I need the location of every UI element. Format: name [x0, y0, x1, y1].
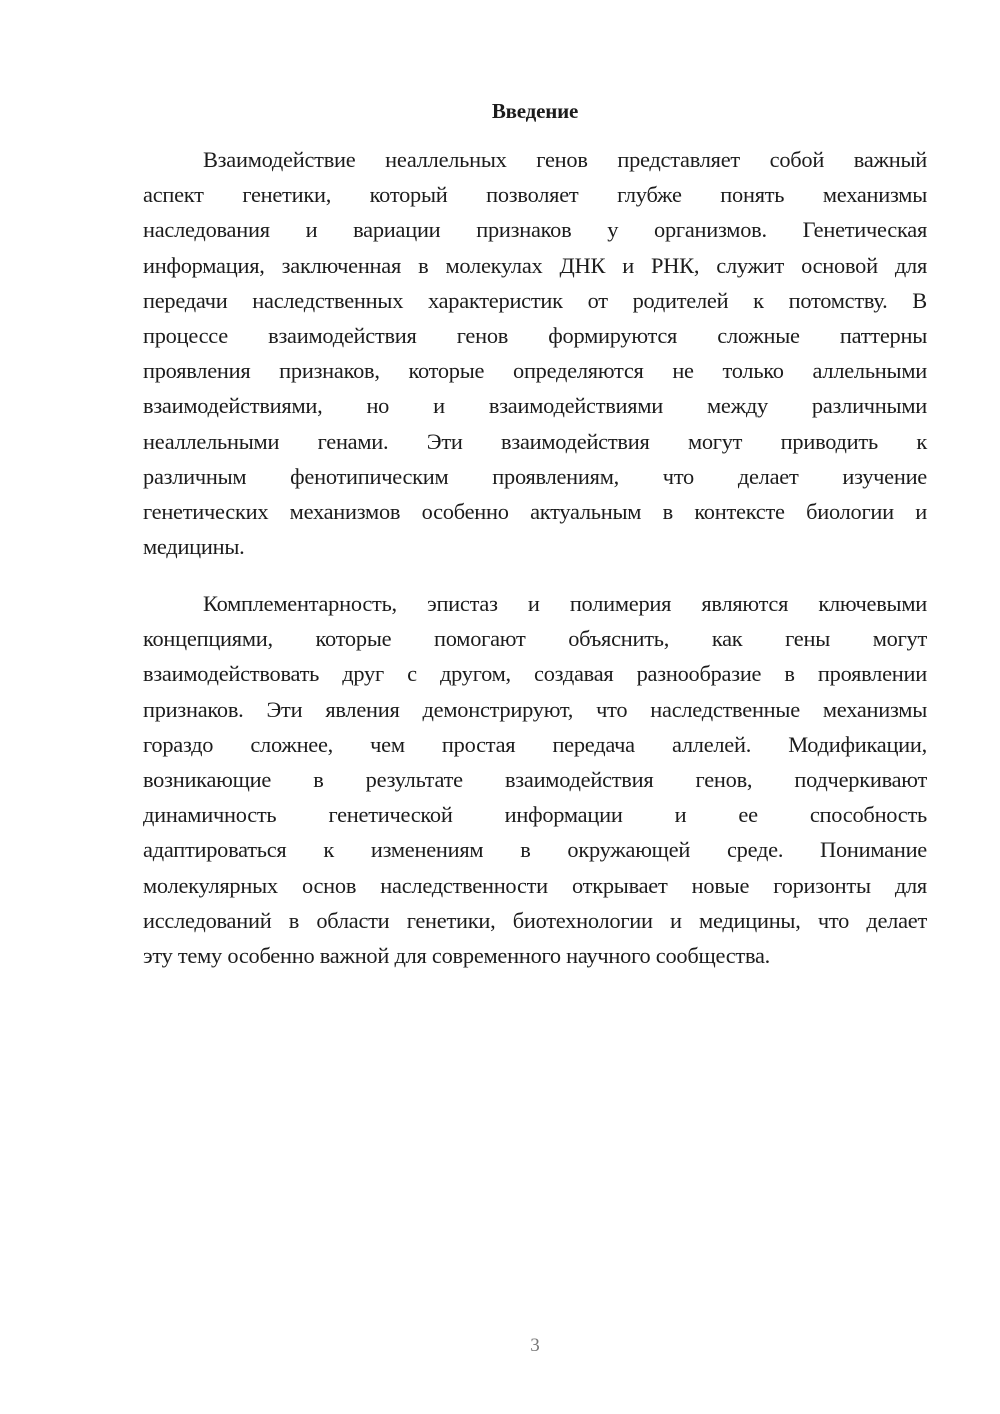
paragraph-line: проявления признаков, которые определяются не только аллельными — [143, 358, 927, 384]
paragraph-line: исследований в области генетики, биотехнологии и медицины, что делает — [143, 907, 927, 933]
paragraph-line: эту тему особенно важной для современного научного сообщества. — [143, 942, 771, 968]
paragraph-introduction-2 — [143, 586, 927, 973]
paragraph-line: передачи наследственных характеристик от родителей к потомству. В — [143, 287, 927, 313]
paragraph-line: медицины. — [143, 534, 245, 560]
paragraph-line: концепциями, которые помогают объяснить, как гены могут — [143, 626, 927, 652]
paragraph-line: процессе взаимодействия генов формируются сложные паттерны — [143, 322, 927, 348]
paragraph-line: взаимодействовать друг с другом, создавая разнообразие в проявлении — [143, 661, 927, 687]
paragraph-line: аспект генетики, который позволяет глубже понять механизмы — [143, 182, 927, 208]
paragraph-line: различным фенотипическим проявлениям, что делает изучение — [143, 463, 927, 489]
paragraph-line: информация, заключенная в молекулах ДНК и РНК, служит основой для — [143, 252, 927, 278]
page-number: 3 — [530, 1335, 540, 1356]
paragraph-line: Взаимодействие неаллельных генов представляет собой важный — [203, 147, 927, 172]
paragraph-introduction-1 — [143, 142, 927, 564]
paragraph-line: признаков. Эти явления демонстрируют, что наследственные механизмы — [143, 696, 927, 722]
paragraph-line: наследования и вариации признаков у организмов. Генетическая — [143, 217, 927, 243]
paragraph-line: возникающие в результате взаимодействия генов, подчеркивают — [143, 766, 927, 792]
paragraph-line: взаимодействиями, но и взаимодействиями между различными — [143, 393, 927, 419]
paragraph-line: гораздо сложнее, чем простая передача аллелей. Модификации, — [143, 731, 927, 757]
paragraph-line: неаллельными генами. Эти взаимодействия могут приводить к — [143, 428, 927, 454]
paragraph-line: Комплементарность, эпистаз и полимерия являются ключевыми — [203, 591, 927, 616]
paragraph-line: молекулярных основ наследственности открывает новые горизонты для — [143, 872, 927, 898]
paragraph-line: адаптироваться к изменениям в окружающей среде. Понимание — [143, 837, 927, 863]
paragraph-line: генетических механизмов особенно актуальным в контексте биологии и — [143, 498, 927, 524]
paragraph-line: динамичность генетической информации и ее способность — [143, 802, 927, 828]
section-heading: Введение — [491, 99, 579, 123]
